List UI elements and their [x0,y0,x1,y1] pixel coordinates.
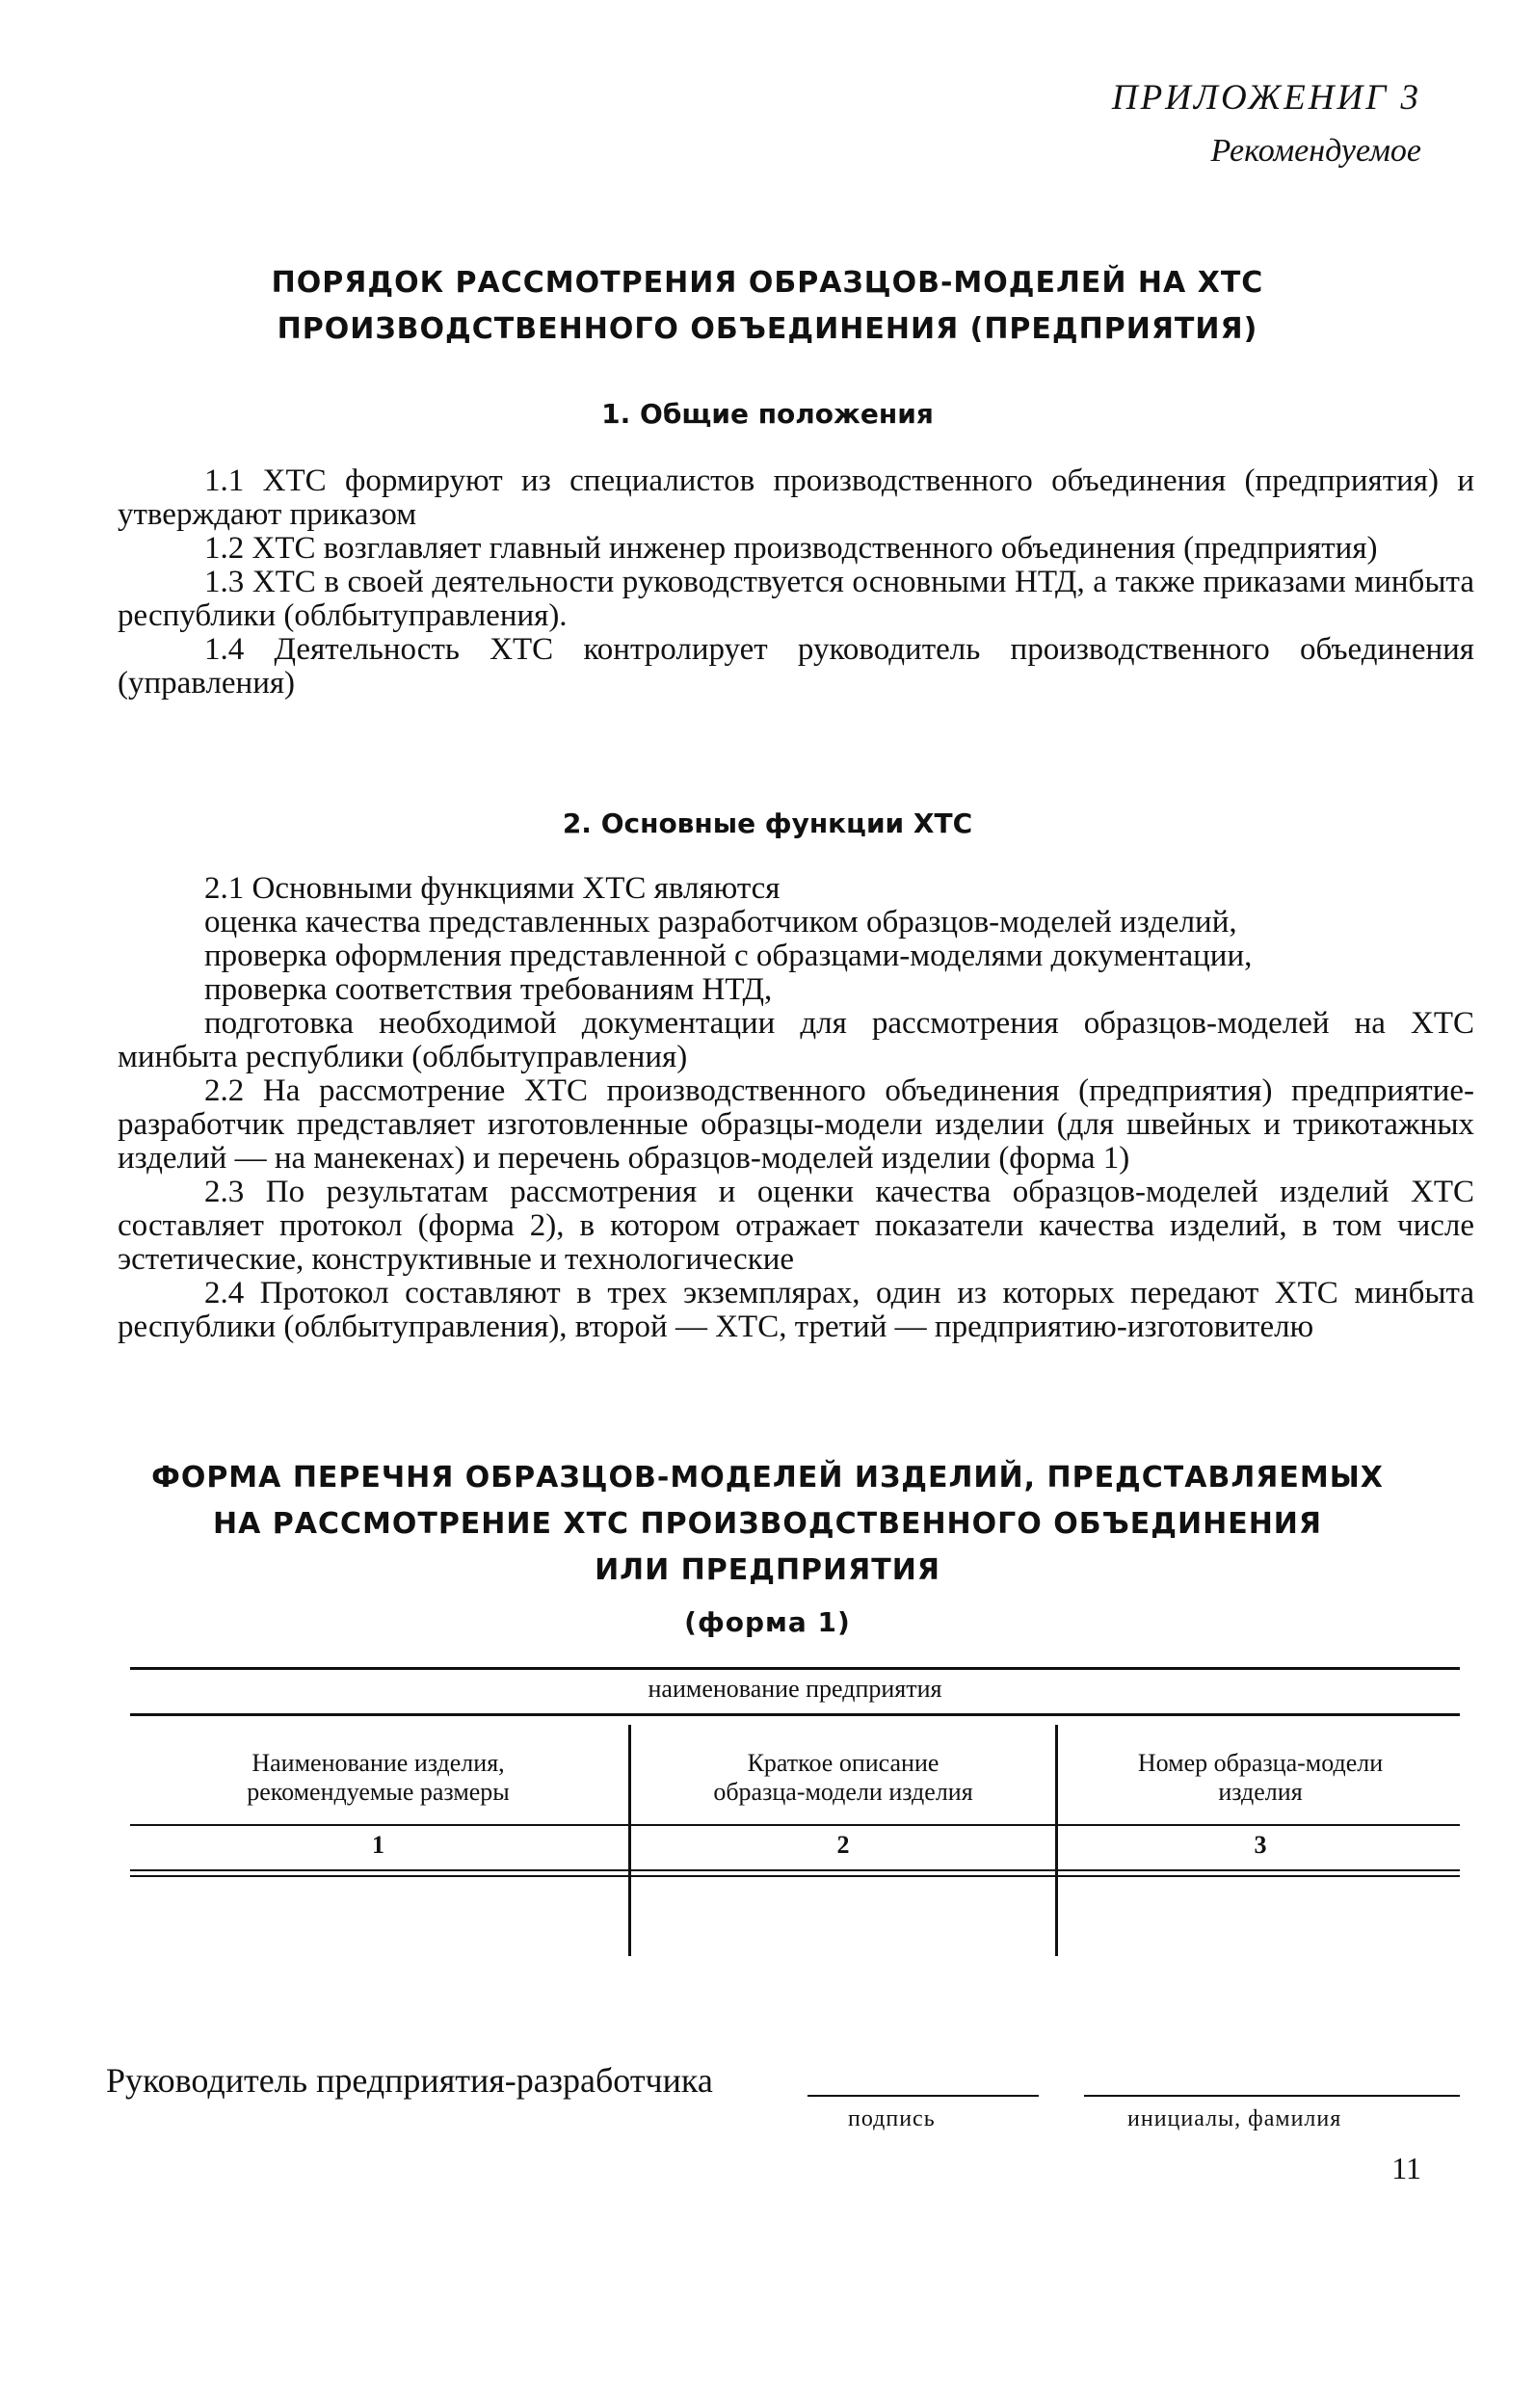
column-1-header-line-2: рекомендуемые размеры [247,1778,510,1806]
function-item-4: подготовка необходимой документации для рассмотрения образцов-моделей на ХТС минбыта республики (облбытуправления) [118,1006,1474,1074]
function-item-2: проверка оформления представленной с образцами-моделями документации, [204,939,1253,973]
form-title-line-3: ИЛИ ПРЕДПРИЯТИЯ [595,1553,940,1587]
signature-line [807,2095,1039,2097]
section-1-title: 1. Общие положения [601,398,934,430]
table-top-border [130,1713,1460,1716]
name-line [1084,2095,1460,2097]
section-2-body [118,872,1474,1344]
column-2-header-line-1: Краткое описание [747,1749,940,1777]
appendix-label: ПРИЛОЖЕНИГ 3 [1111,78,1421,118]
form-title-line-2: НА РАССМОТРЕНИЕ ХТС ПРОИЗВОДСТВЕННОГО ОБЪЕДИНЕНИЯ [212,1507,1323,1541]
column-3-header [1063,1749,1458,1807]
paragraph-1-4: 1.4 Деятельность ХТС контролирует руководитель производственного объединения (управления) [118,632,1474,701]
name-caption: инициалы, фамилия [1127,2106,1342,2131]
paragraph-2-1: 2.1 Основными функциями ХТС являются [204,871,781,906]
paragraph-2-2: 2.2 На рассмотрение ХТС производственного объединения (предприятия) предприятие-разработчик представляет изготовленные образцы-модели изделии (для швейных и трикотажных изделий — на манекенах) и перечень образцов-моделей изделии (форма 1) [118,1073,1474,1176]
table-column-divider-1 [628,1725,631,1956]
function-item-1: оценка качества представленных разработчиком образцов-моделей изделий, [204,905,1237,939]
paragraph-1-3: 1.3 ХТС в своей деятельности руководствуется основными НТД, а также приказами минбыта республики (облбытуправления). [118,565,1474,633]
form-label: (форма 1) [684,1606,851,1638]
main-title-line-2: ПРОИЗВОДСТВЕННОГО ОБЪЕДИНЕНИЯ (ПРЕДПРИЯТИЯ) [277,312,1258,346]
number-row-divider-1 [130,1869,1460,1871]
column-1-header [135,1749,622,1807]
paragraph-2-4: 2.4 Протокол составляют в трех экземплярах, один из которых передают ХТС минбыта республики (облбытуправления), второй — ХТС, третий — предприятию-изготовителю [118,1276,1474,1344]
column-2-number: 2 [836,1831,850,1859]
section-1-body [118,464,1474,701]
section-2-title: 2. Основные функции ХТС [562,807,973,839]
function-item-3: проверка соответствия требованиям НТД, [204,972,773,1007]
column-2-header [636,1749,1050,1807]
appendix-status: Рекомендуемое [1210,133,1421,169]
signature-label: Руководитель предприятия-разработчика [106,2061,713,2100]
column-3-header-line-1: Номер образца-модели [1137,1749,1384,1777]
enterprise-caption: наименование предприятия [648,1675,942,1703]
page-number: 11 [1391,2151,1421,2185]
column-3-header-line-2: изделия [1218,1778,1303,1806]
table-column-divider-2 [1055,1725,1058,1956]
main-title-line-1: ПОРЯДОК РАССМОТРЕНИЯ ОБРАЗЦОВ-МОДЕЛЕЙ НА ХТС [271,266,1264,300]
enterprise-line [130,1667,1460,1670]
paragraph-2-3: 2.3 По результатам рассмотрения и оценки качества образцов-моделей изделий ХТС составляет протокол (форма 2), в котором отражает показатели качества изделий, в том числе эстетические, конструктивные и технологические [118,1175,1474,1277]
column-1-number: 1 [372,1831,384,1859]
paragraph-1-2: 1.2 ХТС возглавляет главный инженер производственного объединения (предприятия) [204,531,1378,566]
column-1-header-line-1: Наименование изделия, [251,1749,505,1777]
column-2-header-line-2: образца-модели изделия [713,1778,973,1806]
signature-caption: подпись [848,2106,936,2131]
paragraph-1-1: 1.1 ХТС формируют из специалистов производственного объединения (предприятия) и утверждают приказом [118,463,1474,532]
header-divider [130,1824,1460,1826]
column-3-number: 3 [1254,1831,1267,1859]
number-row-divider-2 [130,1875,1460,1877]
form-title-line-1: ФОРМА ПЕРЕЧНЯ ОБРАЗЦОВ-МОДЕЛЕЙ ИЗДЕЛИЙ, ПРЕДСТАВЛЯЕМЫХ [151,1461,1384,1495]
